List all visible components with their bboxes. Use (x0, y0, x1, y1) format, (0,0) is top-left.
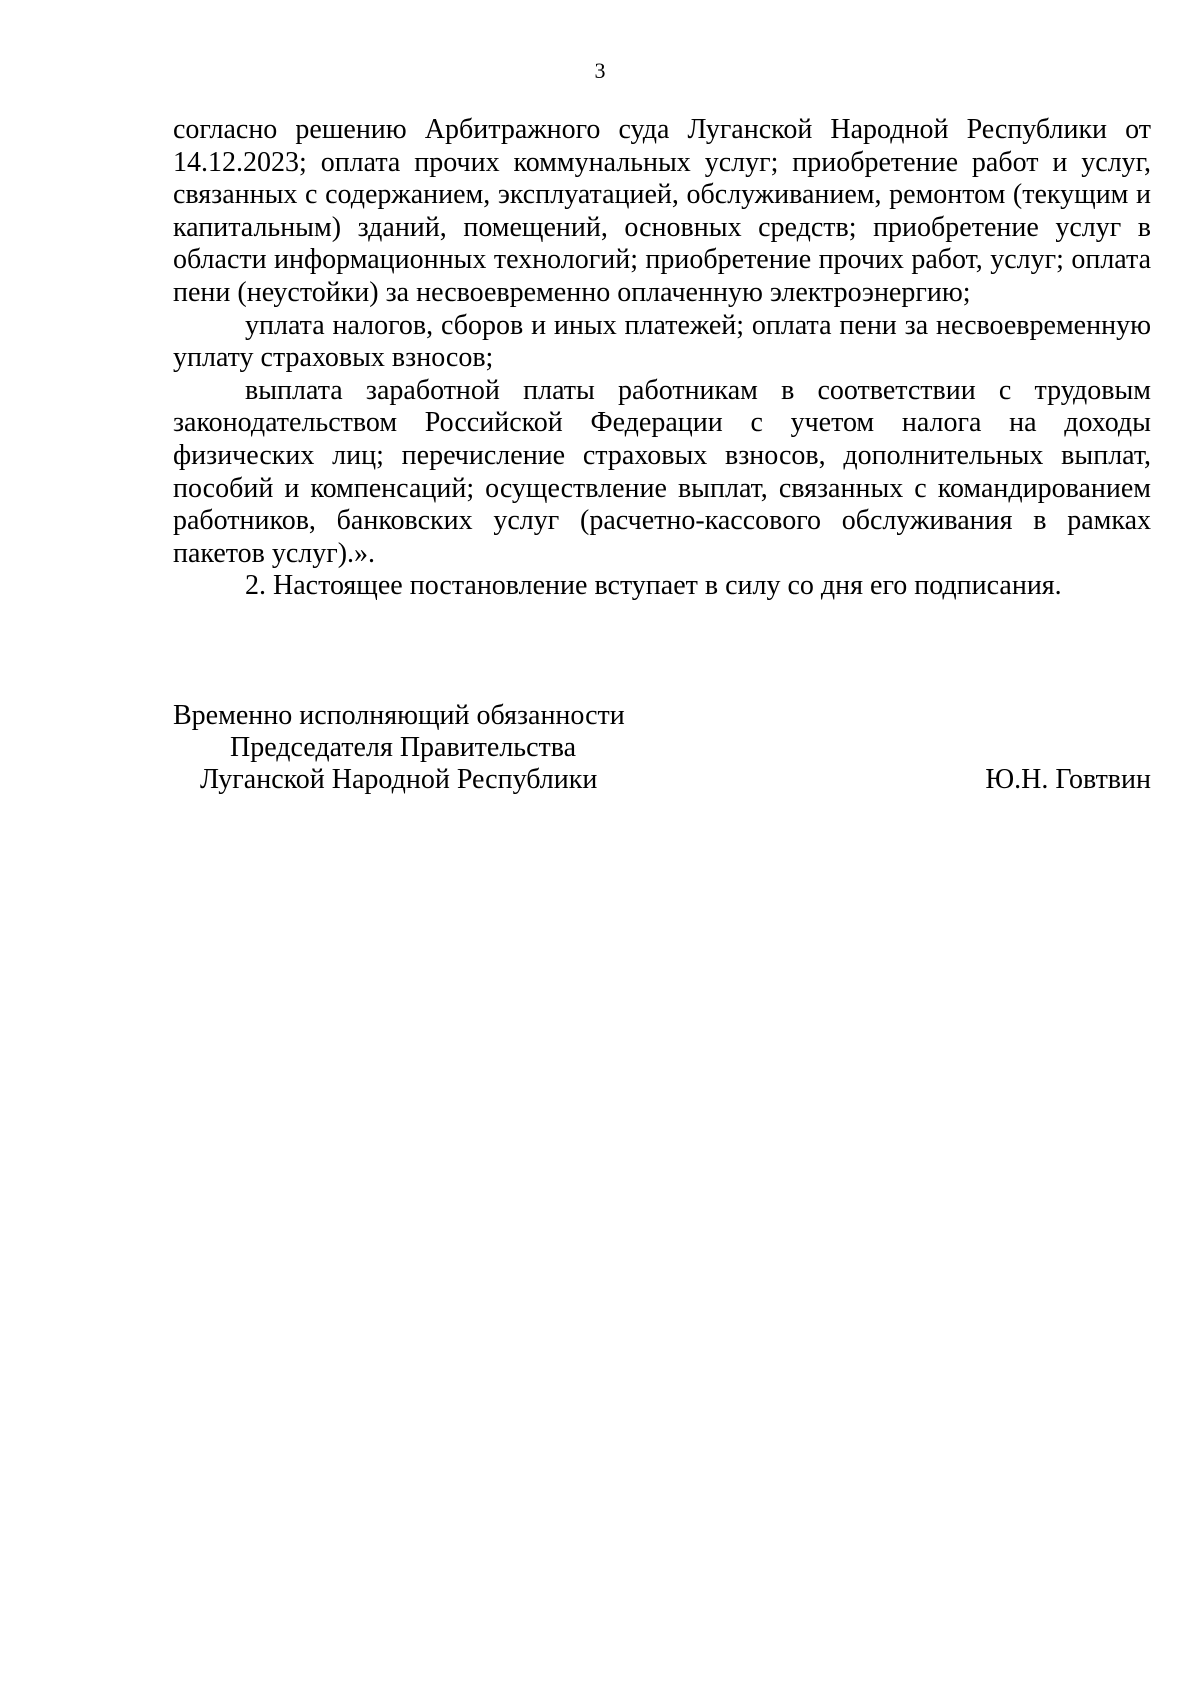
page-number: 3 (594, 58, 606, 83)
document-body (173, 114, 1151, 603)
paragraph-taxes: уплата налогов, сборов и иных платежей; оплата пени за несвоевременную уплату страховых взносов; (173, 309, 1151, 374)
signatory-position-line-2: Председателя Правительства (230, 732, 577, 763)
paragraph-salary: выплата заработной платы работникам в соответствии с трудовым законодательством Российской Федерации с учетом налога на доходы физических лиц; перечисление страховых взносов, дополнительных выплат, пособий и компенсаций; осуществление выплат, связанных с командированием работников, банковских услуг (расчетно-кассового обслуживания в рамках пакетов услуг).». (173, 374, 1151, 569)
signatory-name: Ю.Н. Говтвин (985, 764, 1151, 795)
signature-block (173, 700, 1151, 796)
signatory-position-line-3: Луганской Народной Республики (200, 764, 598, 795)
paragraph-effective-date: 2. Настоящее постановление вступает в силу со дня его подписания. (245, 570, 1062, 602)
paragraph-continuation: согласно решению Арбитражного суда Луганской Народной Республики от 14.12.2023; оплата прочих коммунальных услуг; приобретение работ и услуг, связанных с содержанием, эксплуатацией, обслуживанием, ремонтом (текущим и капитальным) зданий, помещений, основных средств; приобретение услуг в области информационных технологий; приобретение прочих работ, услуг; оплата пени (неустойки) за несвоевременно оплаченную электроэнергию; (173, 114, 1151, 308)
signatory-position-line-1: Временно исполняющий обязанности (173, 700, 625, 731)
